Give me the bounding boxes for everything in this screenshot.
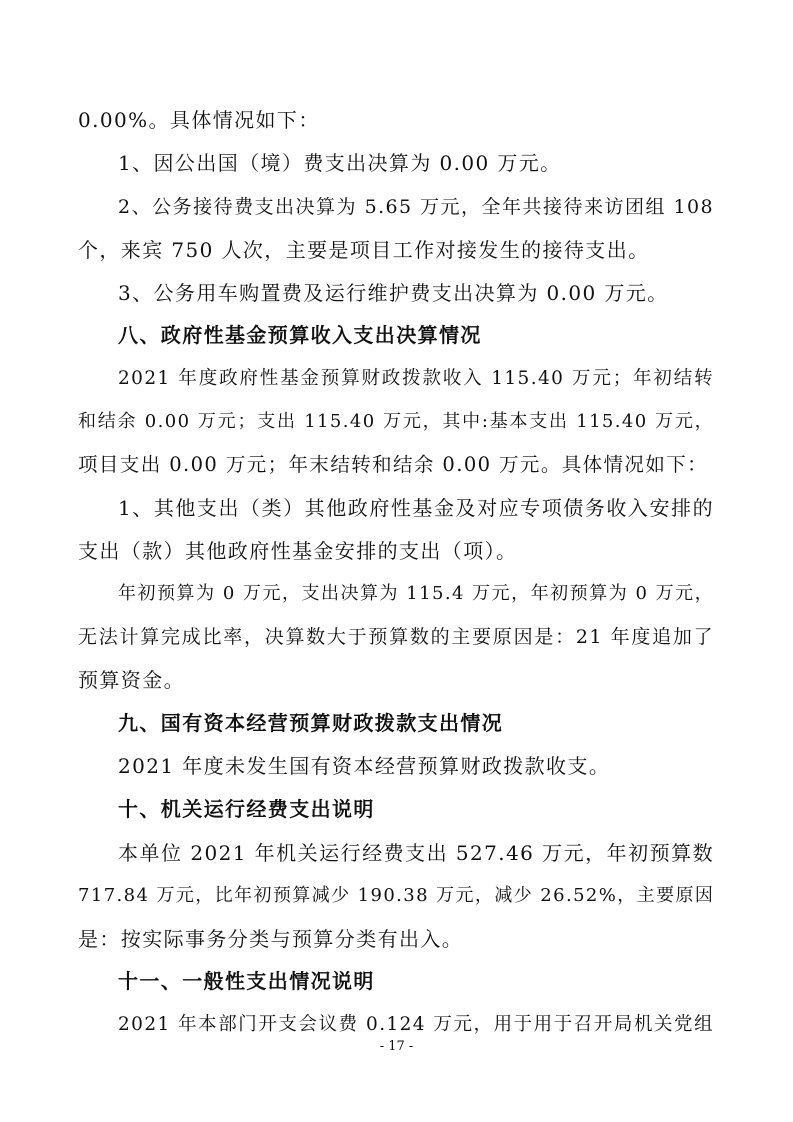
paragraph-line: 0.00%。具体情况如下： bbox=[78, 108, 320, 132]
paragraph-line: 支出（款）其他政府性基金安排的支出（项）。 bbox=[78, 539, 518, 563]
paragraph-line: 项目支出 0.00 万元；年末结转和结余 0.00 万元。具体情况如下： bbox=[78, 453, 709, 476]
paragraph-line: 预算资金。 bbox=[78, 668, 185, 692]
paragraph-line: 2021 年度政府性基金预算财政拨款收入 115.40 万元；年初结转 bbox=[118, 368, 714, 389]
paragraph-line: 和结余 0.00 万元；支出 115.40 万元，其中:基本支出 115.40 万元， bbox=[78, 411, 714, 432]
page-number: - 17 - bbox=[379, 1039, 414, 1054]
paragraph-line: 年初预算为 0 万元，支出决算为 115.4 万元，年初预算为 0 万元， bbox=[118, 583, 714, 604]
paragraph-line: 1、因公出国（境）费支出决算为 0.00 万元。 bbox=[118, 151, 562, 175]
paragraph-line: 是：按实际事务分类与预算分类有出入。 bbox=[78, 927, 464, 951]
section-heading: 八、政府性基金预算收入支出决算情况 bbox=[118, 323, 482, 347]
paragraph-line: 本单位 2021 年机关运行经费支出 527.46 万元，年初预算数 bbox=[118, 841, 714, 865]
paragraph-line: 无法计算完成比率，决算数大于预算数的主要原因是：21 年度追加了 bbox=[78, 626, 714, 648]
paragraph-line: 3、公务用车购置费及运行维护费支出决算为 0.00 万元。 bbox=[118, 281, 669, 305]
section-heading: 十一、一般性支出情况说明 bbox=[118, 969, 375, 993]
paragraph-line: 717.84 万元，比年初预算减少 190.38 万元，减少 26.52%，主要原因 bbox=[78, 885, 715, 906]
paragraph-line: 2021 年本部门开支会议费 0.124 万元，用于用于召开局机关党组 bbox=[118, 1014, 714, 1035]
paragraph-line: 1、其他支出（类）其他政府性基金及对应专项债务收入安排的 bbox=[118, 496, 714, 520]
paragraph-line: 2021 年度未发生国有资本经营预算财政拨款收支。 bbox=[118, 754, 611, 778]
paragraph-line: 2、公务接待费支出决算为 5.65 万元，全年共接待来访团组 108 bbox=[118, 196, 714, 218]
paragraph-line: 个，来宾 750 人次，主要是项目工作对接发生的接待支出。 bbox=[78, 238, 650, 262]
section-heading: 十、机关运行经费支出说明 bbox=[118, 797, 375, 821]
section-heading: 九、国有资本经营预算财政拨款支出情况 bbox=[118, 711, 504, 735]
